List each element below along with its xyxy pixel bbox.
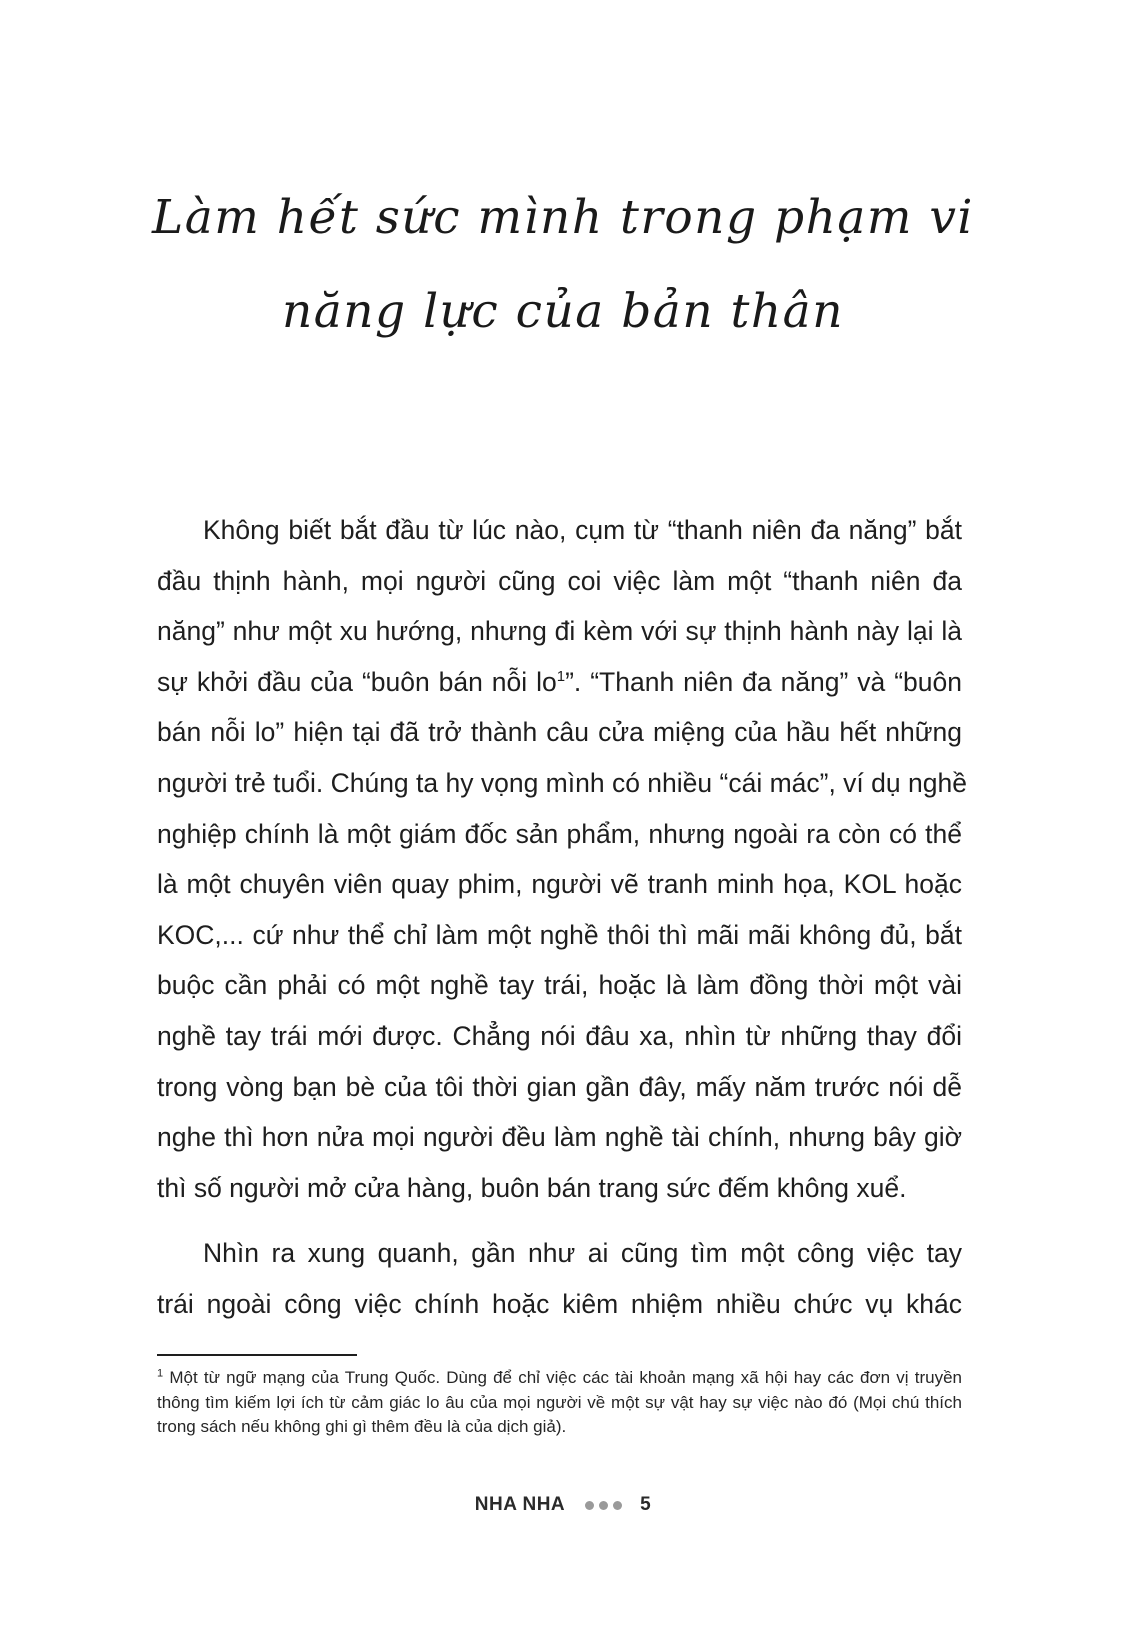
footnote-reference[interactable]: 1 — [556, 667, 566, 685]
dot-icon — [613, 1501, 622, 1510]
footer-author: NHA NHA — [474, 1494, 566, 1515]
three-dots-icon — [585, 1501, 622, 1510]
chapter-title-line-1: Làm hết sức mình trong phạm vi — [152, 190, 974, 246]
text-line: năng” như một xu hướng, nhưng đi kèm với sự thịnh hành này lại là — [157, 616, 962, 647]
footnote-marker: 1 — [157, 1367, 164, 1380]
text-segment: ”. “Thanh niên đa năng” và “buôn — [565, 666, 963, 697]
text-line: thì số người mở cửa hàng, buôn bán trang sức đếm không xuể. — [157, 1172, 907, 1203]
text-line: trái ngoài công việc chính hoặc kiêm nhiệm nhiều chức vụ khác — [157, 1288, 962, 1319]
text-line: nghiệp chính là một giám đốc sản phẩm, nhưng ngoài ra còn có thể — [157, 818, 962, 849]
text-line: bán nỗi lo” hiện tại đã trở thành câu cửa miệng của hầu hết những — [157, 717, 962, 748]
paragraph-2 — [157, 1228, 962, 1329]
text-line-with-footnote — [157, 657, 962, 708]
text-line: trong vòng bạn bè của tôi thời gian gần đây, mấy năm trước nói dễ — [157, 1071, 962, 1102]
text-line: Nhìn ra xung quanh, gần như ai cũng tìm một công việc tay — [203, 1238, 962, 1269]
footnote-line: thông tìm kiếm lợi ích từ cảm giác lo âu của mọi người về một sự vật hay sự việc nào đó (Mọi chú thích — [157, 1392, 962, 1412]
text-segment: sự khởi đầu của “buôn bán nỗi lo — [157, 666, 557, 697]
paragraph-1 — [157, 505, 967, 1213]
text-line: buộc cần phải có một nghề tay trái, hoặc là làm đồng thời một vài — [157, 970, 962, 1001]
footnote — [157, 1366, 962, 1440]
body-text — [157, 505, 967, 1330]
chapter-title-line-2: năng lực của bản thân — [282, 284, 844, 340]
footnote-divider — [157, 1354, 357, 1356]
page-number: 5 — [640, 1494, 652, 1515]
text-line: người trẻ tuổi. Chúng ta hy vọng mình có nhiều “cái mác”, ví dụ nghề — [157, 767, 967, 798]
footnote-line: trong sách nếu không ghi gì thêm đều là của dịch giả). — [157, 1417, 567, 1436]
footnote-text: Một từ ngữ mạng của Trung Quốc. Dùng để chỉ việc các tài khoản mạng xã hội hay các đơn vị truyền — [163, 1368, 962, 1387]
text-line: nghề tay trái mới được. Chẳng nói đâu xa, nhìn từ những thay đổi — [157, 1020, 962, 1051]
dot-icon — [599, 1501, 608, 1510]
text-line: KOC,... cứ như thể chỉ làm một nghề thôi thì mãi mãi không đủ, bắt — [157, 919, 962, 950]
dot-icon — [585, 1501, 594, 1510]
chapter-title — [140, 171, 986, 359]
page-footer — [0, 1494, 1126, 1516]
text-line: là một chuyên viên quay phim, người vẽ tranh minh họa, KOL hoặc — [157, 869, 962, 900]
text-line: nghe thì hơn nửa mọi người đều làm nghề tài chính, nhưng bây giờ — [157, 1122, 962, 1153]
footnote-line — [157, 1366, 962, 1391]
text-line: đầu thịnh hành, mọi người cũng coi việc làm một “thanh niên đa — [157, 565, 962, 596]
text-line: Không biết bắt đầu từ lúc nào, cụm từ “thanh niên đa năng” bắt — [203, 515, 962, 545]
